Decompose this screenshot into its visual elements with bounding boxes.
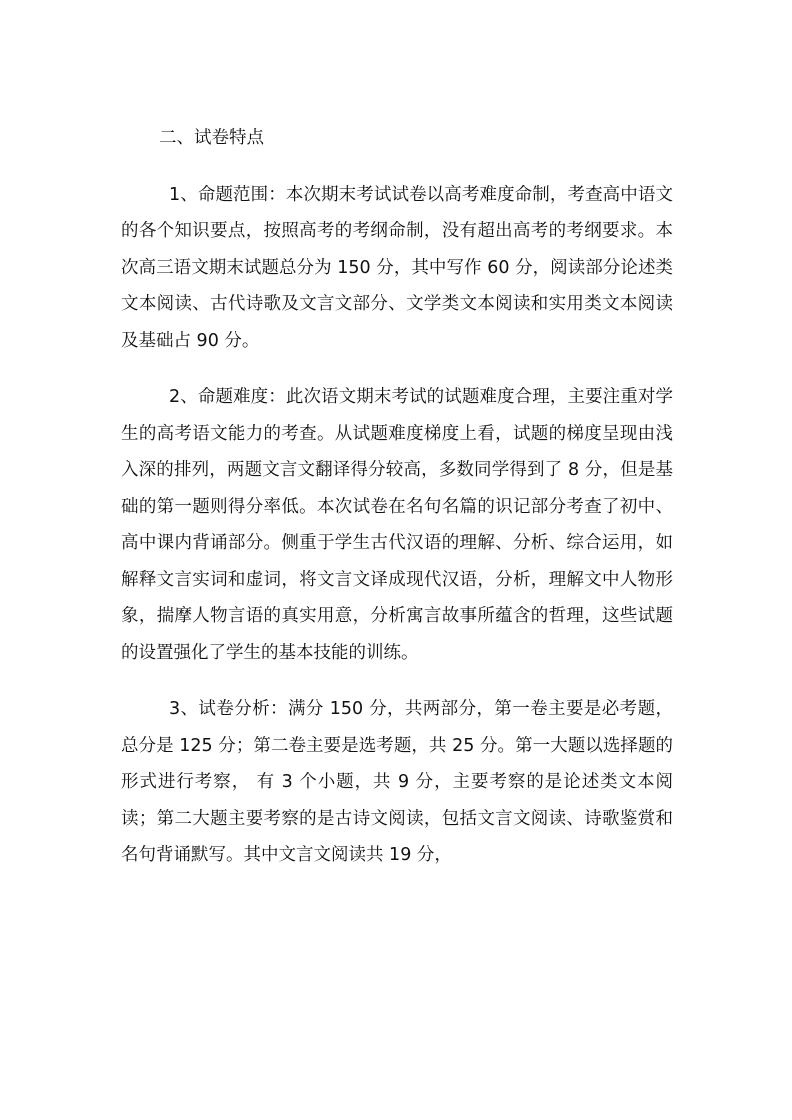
paragraph-difficulty: 2、命题难度：此次语文期末考试的试题难度合理，主要注重对学生的高考语文能力的考查。从试题难度梯度上看，试题的梯度呈现由浅入深的排列，两题文言文翻译得分较高，多数同学得到了 8 分，但是基础的第一题则得分率低。本次试卷在名句名篇的识记部分考查了初中、高中课内背诵部分。侧重于学生古代汉语的理解、分析、综合运用，如解释文言实词和虚词，将文言文译成现代汉语，分析，理解文中人物形象，揣摩人物言语的真实用意，分析寓言故事所蕴含的哲理，这些试题的设置强化了学生的基本技能的训练。	[121, 387, 673, 663]
paragraph-scope: 1、命题范围：本次期末考试试卷以高考难度命制，考查高中语文的各个知识要点，按照高考的考纲命制，没有超出高考的考纲要求。本次高三语文期末试题总分为 150 分，其中写作 60 分，阅读部分论述类文本阅读、古代诗歌及文言文部分、文学类文本阅读和实用类文本阅读及基础占 90 分。	[121, 184, 673, 351]
section-heading: 二、试卷特点	[159, 128, 264, 148]
document-body	[121, 120, 673, 874]
paragraph-analysis: 3、试卷分析：满分 150 分，共两部分，第一卷主要是必考题，总分是 125 分；第二卷主要是选考题，共 25 分。第一大题以选择题的形式进行考察， 有 3 个小题，共 9 分，主要考察的是论述类文本阅读；第二大题主要考察的是古诗文阅读，包括文言文阅读、诗歌鉴赏和名句背诵默写。其中文言文阅读共 19 分，	[121, 699, 673, 865]
